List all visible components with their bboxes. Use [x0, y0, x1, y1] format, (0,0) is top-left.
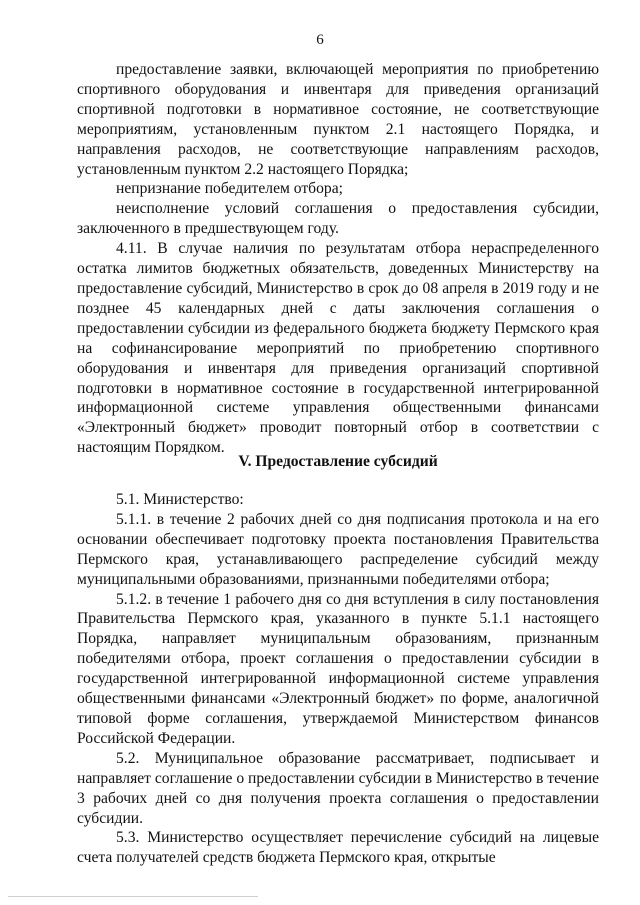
section-5 [77, 490, 599, 868]
paragraph-5-3: 5.3. Министерство осуществляет перечисление субсидий на лицевые счета получателей средств бюджета Пермского края, открытые [77, 829, 599, 867]
paragraph-4-11: 4.11. В случае наличия по результатам отбора нераспределенного остатка лимитов бюджетных обязательств, доведенных Министерству на предоставление субсидий, Министерство в срок до 08 апреля в 2019 году и не позднее 45 календарных дней с даты заключения соглашения о предоставлении субсидии из федерального бюджета бюджету Пермского края на софинансирование мероприятий по приобретению спортивного оборудования и инвентаря для приведения организаций спортивной подготовки в нормативное состояние в государственной интегрированной информационной системе управления общественными финансами «Электронный бюджет» проводит повторный отбор в соответствии с настоящим Порядком. [77, 240, 599, 457]
paragraph-non-fulfillment: неисполнение условий соглашения о предоставления субсидии, заключенного в предшествующем году. [77, 200, 599, 238]
section-4-continuation [77, 60, 599, 458]
paragraph-5-1-1: 5.1.1. в течение 2 рабочих дней со дня подписания протокола и на его основании обеспечивает подготовку проекта постановления Правительства Пермского края, устанавливающего распределение субсидий между муниципальными образованиями, признанными победителями отбора; [77, 510, 599, 588]
page-number: 6 [316, 32, 324, 48]
paragraph-application-mismatch: предоставление заявки, включающей мероприятия по приобретению спортивного оборудования и инвентаря для приведения организаций спортивной подготовки в нормативное состояние, не соответствующие мероприятиям, установленным пунктом 2.1 настоящего Порядка, и направления расходов, не соответствующие направлениям расходов, установленным пунктом 2.2 настоящего Порядка; [77, 61, 599, 178]
paragraph-5-1-2: 5.1.2. в течение 1 рабочего дня со дня вступления в силу постановления Правительства Пермского края, указанного в пункте 5.1.1 настоящего Порядка, направляет муниципальным образованиям, признанным победителями отбора, проект соглашения о предоставлении субсидии в государственной интегрированной информационной системе управления общественными финансами «Электронный бюджет» по форме, аналогичной типовой форме соглашения, утверждаемой Министерством финансов Российской Федерации. [77, 590, 599, 747]
paragraph-5-1: 5.1. Министерство: [116, 491, 244, 508]
section-heading: V. Предоставление субсидий [238, 453, 438, 470]
page-bottom-edge [8, 896, 258, 897]
paragraph-5-2: 5.2. Муниципальное образование рассматривает, подписывает и направляет соглашение о предоставлении субсидии в Министерство в течение 3 рабочих дней со дня получения проекта соглашения о предоставлении субсидии. [77, 749, 599, 827]
paragraph-not-winner: непризнание победителем отбора; [116, 180, 343, 198]
